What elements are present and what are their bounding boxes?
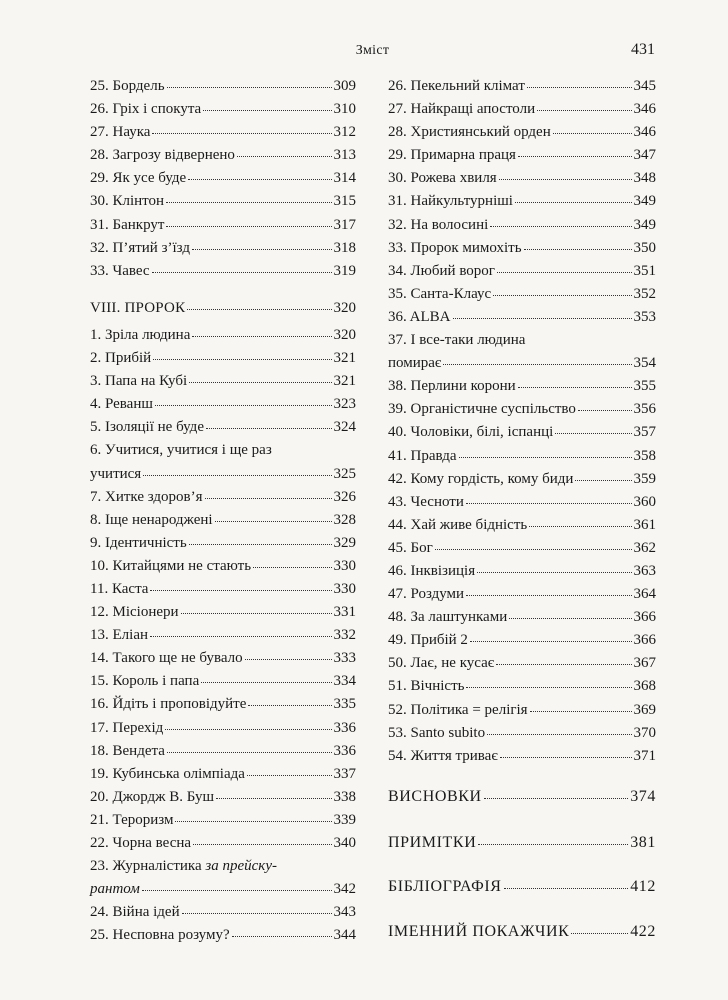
leader-dots [193,844,331,845]
leader-dots [555,433,631,434]
toc-entry[interactable] [388,606,656,629]
leader-dots [466,503,632,504]
toc-column-right [388,75,656,943]
toc-entry[interactable] [90,670,356,693]
toc-page-number: 312 [333,124,356,141]
toc-entry-label: 53. Santo subito [388,724,486,741]
toc-page-number: 334 [333,673,356,690]
toc-page-number: 346 [633,124,656,141]
toc-page-number: 331 [333,604,356,621]
leader-dots [527,87,632,88]
toc-entry[interactable] [90,647,356,670]
toc-page-number: 338 [333,788,356,805]
toc-entry[interactable] [388,190,656,213]
leader-dots [509,618,631,619]
toc-entry[interactable] [90,167,356,190]
toc-page-number: 368 [633,678,656,695]
toc-entry-label: 38. Перлини корони [388,378,516,395]
toc-entry-label: 35. Санта-Клаус [388,285,492,302]
toc-entry-label: 39. Органістичне суспільство [388,401,576,418]
toc-entry-label: 13. Еліан [90,627,149,644]
toc-entry-label: 51. Вічність [388,678,465,695]
toc-entry-label: 32. П’ятий з’їзд [90,239,190,256]
toc-entry[interactable] [388,629,656,652]
toc-entry[interactable] [388,745,656,768]
toc-entry[interactable] [90,439,356,485]
toc-entry[interactable] [90,190,356,213]
toc-entry[interactable] [90,693,356,716]
toc-entry[interactable] [90,717,356,740]
toc-entry-label: 28. Християнський орден [388,124,551,141]
toc-section-heading[interactable] [90,297,356,320]
toc-page-number: 369 [633,701,656,718]
toc-entry-label: 21. Тероризм [90,811,174,828]
toc-entry[interactable] [90,324,356,347]
toc-entry-continuation [90,878,356,901]
toc-page-number: 337 [333,765,356,782]
leader-dots [466,595,631,596]
leader-dots [524,249,632,250]
toc-entry-label: 12. Місіонери [90,604,179,621]
toc-page-number: 314 [333,170,356,187]
toc-entry[interactable] [388,375,656,398]
toc-group [90,324,356,439]
leader-dots [155,405,332,406]
toc-entry[interactable] [90,416,356,439]
toc-page-number: 336 [333,742,356,759]
toc-page-number: 319 [333,262,356,279]
toc-entry[interactable] [388,491,656,514]
leader-dots [578,410,632,411]
toc-entry-label: 49. Прибій 2 [388,632,468,649]
toc-page-number: 366 [633,632,656,649]
toc-entry[interactable] [90,260,356,283]
toc-page-number: 339 [333,811,356,828]
toc-entry-label: 32. На волосині [388,216,489,233]
leader-dots [500,757,632,758]
toc-page-number: 342 [333,881,356,898]
toc-group [90,75,356,283]
toc-group [90,901,356,947]
toc-entry-label: 3. Папа на Кубі [90,373,188,390]
toc-column-left [90,75,356,947]
toc-entry[interactable] [388,583,656,606]
leader-dots [453,318,632,319]
toc-entry-label: 16. Йдіть і проповідуйте [90,696,247,713]
toc-page-number: 350 [633,239,656,256]
toc-group [388,75,656,329]
toc-entry[interactable] [388,675,656,698]
leader-dots [571,933,628,934]
toc-page-number: 330 [333,557,356,574]
toc-entry-continuation [388,352,656,375]
toc-entry-label: 36. ALBA [388,308,451,325]
leader-dots [493,295,631,296]
toc-entry-label: 43. Чесноти [388,493,464,510]
toc-entry-label-line1: 6. Учитися, учитися і ще раз [90,442,272,459]
toc-page-number: 310 [333,101,356,118]
leader-dots [575,480,631,481]
toc-entry-label: 29. Примарна праця [388,147,516,164]
leader-dots [153,359,331,360]
toc-page-number: 340 [333,835,356,851]
leader-dots [515,202,632,203]
toc-entry-label: 25. Несповна розуму? [90,927,230,944]
toc-page-number: 370 [633,724,656,741]
toc-page-number: 366 [633,609,656,626]
toc-entry[interactable] [388,652,656,675]
toc-entry[interactable] [388,283,656,306]
toc-page-number: 349 [633,216,656,233]
toc-page-number: 346 [633,101,656,118]
toc-entry-label: 26. Пекельний клімат [388,78,525,94]
toc-entry-label: 54. Життя триває [388,747,498,764]
toc-entry[interactable] [388,421,656,444]
toc-entry[interactable] [388,468,656,491]
leader-dots [187,309,331,310]
toc-page-number: 358 [633,447,656,464]
toc-entry-label: 8. Іще ненароджені [90,511,213,528]
leader-dots [192,336,331,337]
leader-dots [215,521,332,522]
toc-entry-label: 31. Найкультурніші [388,193,513,210]
toc-page-number: 352 [633,285,656,302]
toc-page-number: 353 [633,308,656,325]
toc-entry[interactable] [388,144,656,167]
leader-dots [167,752,332,753]
toc-page-number: 356 [633,401,656,418]
toc-entry[interactable] [388,722,656,745]
toc-backmatter-conclusions[interactable] [388,785,656,808]
toc-entry[interactable] [90,144,356,167]
leader-dots [165,729,331,730]
toc-entry-label-line1 [90,855,356,878]
leader-dots [203,110,331,111]
toc-entry-label: 46. Інквізиція [388,562,476,579]
leader-dots [248,705,331,706]
toc-entry[interactable] [388,306,656,329]
leader-dots [232,936,332,937]
toc-entry[interactable] [90,624,356,647]
toc-entry[interactable] [388,560,656,583]
toc-entry[interactable] [90,855,356,901]
toc-entry[interactable] [90,809,356,832]
leader-dots [192,249,332,250]
toc-entry-label-line2: учитися [90,465,142,482]
toc-entry-label: 29. Як усе буде [90,170,187,187]
toc-page-number: 351 [633,262,656,279]
toc-entry[interactable] [90,237,356,260]
toc-entry-label: ПРИМІТКИ [388,833,477,851]
leader-dots [484,798,628,799]
toc-entry-label: 20. Джордж В. Буш [90,788,215,805]
leader-dots [537,110,631,111]
toc-entry-label: 44. Хай живе бідність [388,516,528,533]
toc-entry-label: 2. Прибій [90,350,152,367]
toc-entry-label: 33. Пророк мимохіть [388,239,522,256]
toc-entry-label: 11. Каста [90,580,149,597]
toc-entry-label: 45. Бог [388,539,433,556]
toc-entry[interactable] [388,98,656,121]
toc-page-number: 364 [633,586,656,603]
toc-entry-label: 10. Китайцями не стають [90,557,252,574]
leader-dots [497,272,632,273]
toc-entry-label: 47. Роздуми [388,586,465,603]
toc-backmatter-name-index[interactable] [388,920,656,943]
toc-page-number: 357 [633,424,656,441]
toc-entry[interactable] [90,98,356,121]
leader-dots [470,641,632,642]
toc-entry-label: 15. Король і папа [90,673,200,690]
toc-entry[interactable] [90,393,356,416]
toc-page-number: 348 [633,170,656,187]
toc-page-number: 330 [333,580,356,597]
toc-entry[interactable] [388,260,656,283]
toc-entry-label-line2: рантом [90,881,140,898]
leader-dots [530,711,632,712]
toc-entry-label: 25. Бордель [90,78,165,94]
toc-entry-label: VIII. ПРОРОК [90,299,186,316]
toc-entry-label: 50. Лає, не кусає [388,655,495,672]
toc-group [90,486,356,856]
toc-entry[interactable] [90,370,356,393]
toc-entry-label: 18. Вендета [90,742,165,759]
toc-entry-label-prefix: 23. Журналістика [90,858,206,875]
leader-dots [175,821,331,822]
toc-entry[interactable] [388,214,656,237]
leader-dots [150,590,331,591]
leader-dots [435,549,632,550]
leader-dots [237,156,332,157]
toc-page-number: 381 [630,833,656,851]
toc-entry[interactable] [388,514,656,537]
toc-entry-label: 1. Зріла людина [90,326,191,343]
toc-entry-label: 5. Ізоляції не буде [90,419,204,436]
leader-dots [247,775,332,776]
leader-dots [189,382,331,383]
toc-entry-label: 27. Найкращі апостоли [388,101,536,118]
toc-entry-label: ІМЕННИЙ ПОКАЖЧИК [388,923,570,941]
toc-page-number: 367 [633,655,656,672]
toc-entry[interactable] [388,699,656,722]
toc-page-number: 355 [633,378,656,395]
toc-entry-label: 48. За лаштунками [388,609,508,626]
toc-page-number: 349 [633,193,656,210]
toc-entry-label: 33. Чавес [90,262,150,279]
running-title: Зміст [355,43,390,58]
leader-dots [553,133,632,134]
page-number: 431 [631,41,655,58]
leader-dots [143,475,331,476]
toc-entry-label: 30. Клінтон [90,193,165,210]
toc-backmatter-bibliography[interactable] [388,875,656,898]
toc-entry-label: 9. Ідентичність [90,534,187,551]
toc-entry-label: 19. Кубинська олімпіада [90,765,245,782]
toc-entry[interactable] [90,924,356,947]
toc-entry[interactable] [90,578,356,601]
toc-entry-label: 40. Чоловіки, білі, іспанці [388,424,554,441]
toc-page-number: 361 [633,516,656,533]
toc-entry-label: 14. Такого ще не бувало [90,650,243,667]
toc-entry-label: 52. Політика = релігія [388,701,528,718]
toc-page-number: 344 [333,927,356,944]
toc-page-number: 325 [333,465,356,482]
toc-page-number: 313 [333,147,356,164]
toc-entry-label: ВИСНОВКИ [388,787,482,805]
leader-dots [499,179,632,180]
leader-dots [529,526,631,527]
toc-entry[interactable] [90,486,356,509]
toc-entry[interactable] [90,601,356,624]
toc-page-number: 354 [633,355,656,372]
toc-entry-continuation [90,463,356,486]
toc-entry-label: 42. Кому гордість, кому биди [388,470,574,487]
toc-entry-label: 4. Реванш [90,396,153,413]
toc-page-number: 329 [333,534,356,551]
toc-page-number: 324 [333,419,356,436]
toc-entry[interactable] [388,537,656,560]
leader-dots [487,734,631,735]
toc-entry[interactable] [90,901,356,924]
toc-entry-label: 34. Любий ворог [388,262,495,279]
toc-page-number: 374 [630,787,656,805]
leader-dots [166,202,331,203]
toc-page-number: 336 [333,719,356,736]
toc-entry-label: 31. Банкрут [90,216,165,233]
toc-page-number: 412 [630,878,656,895]
toc-page-number: 321 [333,350,356,367]
toc-page-number: 318 [333,239,356,256]
toc-entry[interactable] [388,398,656,421]
leader-dots [490,226,631,227]
leader-dots [443,364,631,365]
toc-entry[interactable] [90,509,356,532]
toc-page-number: 333 [333,650,356,667]
leader-dots [201,682,331,683]
leader-dots [181,613,332,614]
toc-entry[interactable] [388,121,656,144]
toc-entry-label: 27. Наука [90,124,151,141]
toc-page-number: 317 [333,216,356,233]
leader-dots [504,888,629,889]
toc-entry-label: 17. Перехід [90,719,164,736]
leader-dots [152,133,331,134]
leader-dots [477,572,631,573]
leader-dots [478,844,628,845]
toc-entry[interactable] [90,214,356,237]
toc-page-number: 315 [333,193,356,210]
toc-entry[interactable] [90,532,356,555]
toc-entry-label-line1: 37. І все-таки людина [388,332,526,349]
toc-entry-label: 22. Чорна весна [90,835,192,851]
toc-page-number: 362 [633,539,656,556]
toc-page-number: 328 [333,511,356,528]
toc-page-number: 321 [333,373,356,390]
toc-page-number: 345 [633,78,656,94]
toc-backmatter-notes[interactable] [388,831,656,854]
leader-dots [216,798,331,799]
leader-dots [188,179,331,180]
toc-page-number: 320 [333,299,356,316]
leader-dots [167,87,332,88]
toc-page-number: 359 [633,470,656,487]
leader-dots [182,913,332,914]
toc-page-number: 320 [333,326,356,343]
toc-entry-label: 24. Війна ідей [90,904,180,921]
toc-page-number: 363 [633,562,656,579]
toc-page-number: 360 [633,493,656,510]
toc-entry-label: 26. Гріх і спокута [90,101,202,118]
leader-dots [518,156,632,157]
toc-page-number: 343 [333,904,356,921]
toc-entry[interactable] [90,75,356,98]
leader-dots [150,636,331,637]
toc-entry-label: 28. Загрозу відвернено [90,147,235,164]
toc-entry-label-line2: помирає [388,355,442,372]
leader-dots [459,457,632,458]
toc-entry-label: 30. Рожева хвиля [388,170,497,187]
toc-group [388,375,656,768]
toc-page-number: 332 [333,627,356,644]
toc-entry-label: 41. Правда [388,447,457,464]
leader-dots [466,687,631,688]
leader-dots [166,226,331,227]
toc-page-number: 422 [630,923,656,941]
leader-dots [205,498,332,499]
leader-dots [253,567,331,568]
toc-entry[interactable] [90,763,356,786]
toc-entry-label: БІБЛІОГРАФІЯ [388,878,502,895]
toc-page-number: 309 [333,78,356,94]
toc-page-number: 323 [333,396,356,413]
leader-dots [189,544,332,545]
toc-entry[interactable] [90,832,356,855]
toc-entry[interactable] [90,740,356,763]
toc-entry[interactable] [90,555,356,578]
toc-entry[interactable] [90,347,356,370]
toc-page-number: 371 [633,747,656,764]
toc-page-number: 326 [333,488,356,505]
leader-dots [142,890,332,891]
toc-entry[interactable] [388,445,656,468]
leader-dots [152,272,332,273]
toc-entry-label: 7. Хитке здоров’я [90,488,203,505]
toc-page-number: 335 [333,696,356,713]
toc-entry-label-italic: за прейску- [205,858,277,875]
toc-entry[interactable] [90,121,356,144]
toc-entry[interactable] [90,786,356,809]
leader-dots [496,664,631,665]
toc-entry[interactable] [388,167,656,190]
toc-entry[interactable] [388,75,656,98]
leader-dots [518,387,632,388]
leader-dots [206,428,332,429]
toc-entry[interactable] [388,237,656,260]
toc-entry[interactable] [388,329,656,375]
leader-dots [245,659,332,660]
toc-page-number: 347 [633,147,656,164]
page-header [90,43,655,67]
